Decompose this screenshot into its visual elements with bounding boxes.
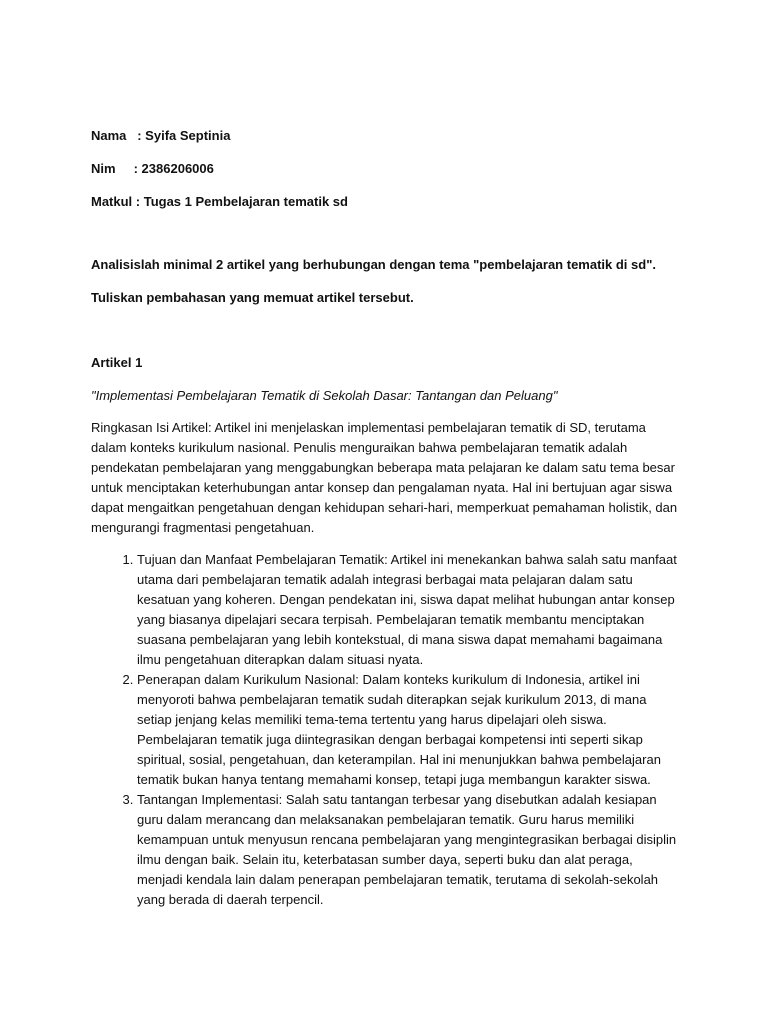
- instruction-2: Tuliskan pembahasan yang memuat artikel tersebut.: [91, 290, 414, 305]
- article-points-list: [91, 550, 681, 910]
- student-name: Nama : Syifa Septinia: [91, 128, 231, 143]
- course-title: Matkul : Tugas 1 Pembelajaran tematik sd: [91, 194, 348, 209]
- list-item: 2. Penerapan dalam Kurikulum Nasional: Dalam konteks kurikulum di Indonesia, artikel ini menyoroti bahwa pembelajaran tematik sudah diterapkan sejak kurikulum 2013, di mana setiap jenjang kelas memiliki tema-tema tertentu yang harus dipelajari oleh siswa. Pembelajaran tematik juga diintegrasikan dengan berbagai kompetensi inti seperti sikap spiritual, sosial, pengetahuan, dan keterampilan. Hal ini menunjukkan bahwa pembelajaran tematik bukan hanya tentang memahami konsep, tetapi juga membangun karakter siswa.: [137, 670, 681, 790]
- article-title: "Implementasi Pembelajaran Tematik di Sekolah Dasar: Tantangan dan Peluang": [91, 388, 558, 403]
- spacer: [91, 321, 681, 353]
- article-heading: Artikel 1: [91, 355, 143, 370]
- list-item: 1. Tujuan dan Manfaat Pembelajaran Tematik: Artikel ini menekankan bahwa salah satu manfaat utama dari pembelajaran tematik adalah integrasi berbagai mata pelajaran dalam satu kesatuan yang koheren. Dengan pendekatan ini, siswa dapat melihat hubungan antar konsep yang biasanya dipelajari secara terpisah. Pembelajaran tematik membantu menciptakan suasana pembelajaran yang lebih kontekstual, di mana siswa dapat memahami bagaimana ilmu pengetahuan diterapkan dalam situasi nyata.: [137, 550, 681, 670]
- spacer: [91, 225, 681, 255]
- list-item: 3. Tantangan Implementasi: Salah satu tantangan terbesar yang disebutkan adalah kesiapan guru dalam merancang dan melaksanakan pembelajaran tematik. Guru harus memiliki kemampuan untuk menyusun rencana pembelajaran yang mengintegrasikan berbagai disiplin ilmu dengan baik. Selain itu, keterbatasan sumber daya, seperti buku dan alat peraga, menjadi kendala lain dalam penerapan pembelajaran tematik, terutama di sekolah-sekolah yang berada di daerah terpencil.: [137, 790, 681, 910]
- article-summary: Ringkasan Isi Artikel: Artikel ini menjelaskan implementasi pembelajaran tematik di SD, terutama dalam konteks kurikulum nasional. Penulis menguraikan bahwa pembelajaran tematik adalah pendekatan pembelajaran yang menggabungkan beberapa mata pelajaran ke dalam satu tema besar untuk menciptakan keterhubungan antar konsep dan pengalaman nyata. Hal ini bertujuan agar siswa dapat mengaitkan pengetahuan dengan kehidupan sehari-hari, memperkuat pemahaman holistik, dan mengurangi fragmentasi pengetahuan.: [91, 420, 678, 535]
- document-body: [91, 126, 681, 910]
- student-id: Nim : 2386206006: [91, 161, 214, 176]
- instruction-1: Analisislah minimal 2 artikel yang berhubungan dengan tema "pembelajaran tematik di sd".: [91, 257, 656, 272]
